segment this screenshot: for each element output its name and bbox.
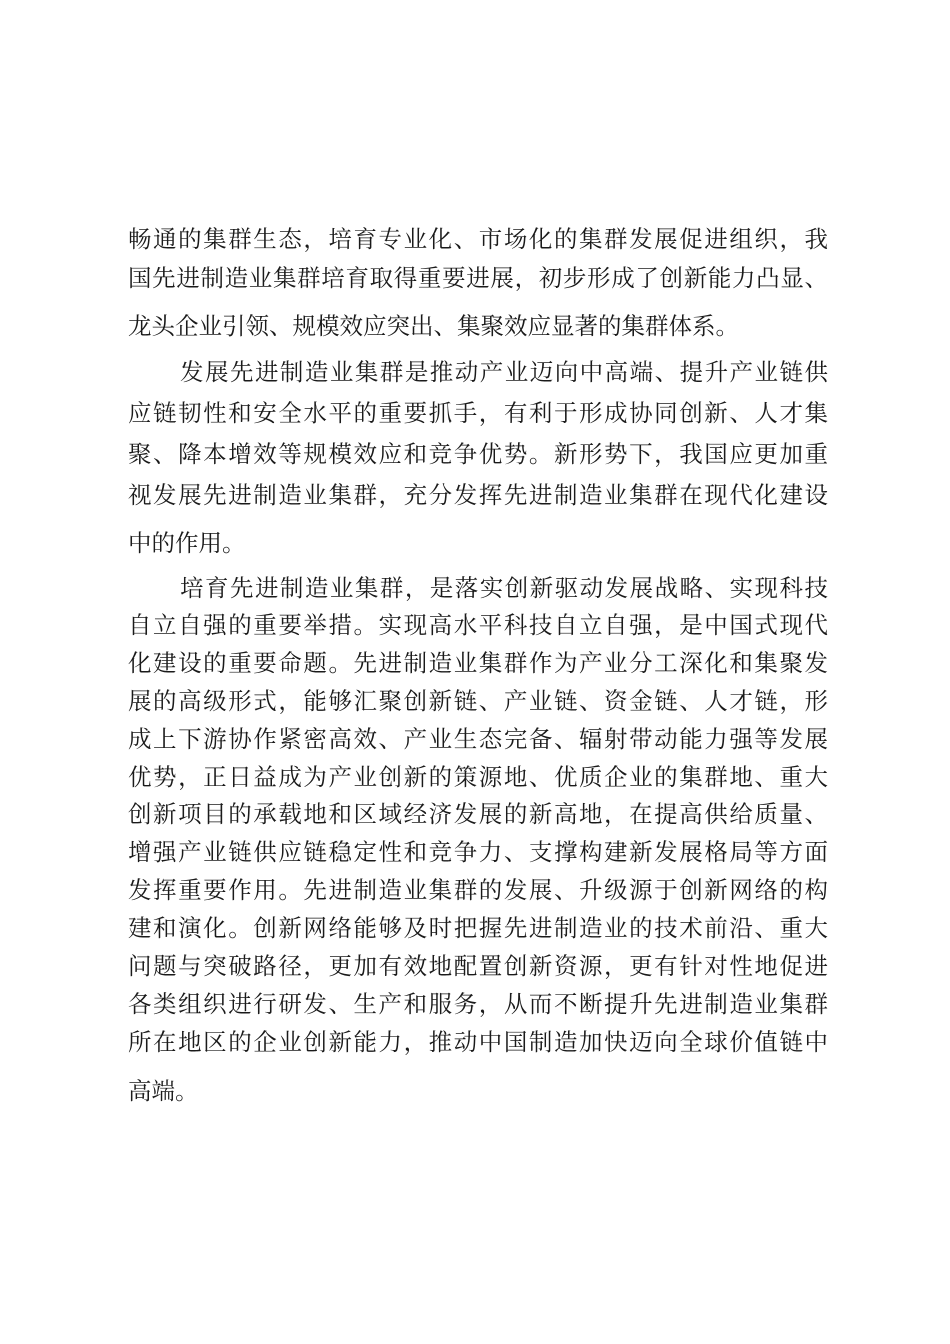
text-line: 创新项目的承载地和区域经济发展的新高地，在提高供给质量、 bbox=[128, 800, 828, 828]
text-line: 发展先进制造业集群是推动产业迈向中高端、提升产业链供 bbox=[180, 358, 828, 386]
text-line: 高端。 bbox=[128, 1077, 199, 1105]
text-line: 各类组织进行研发、生产和服务，从而不断提升先进制造业集群 bbox=[128, 990, 828, 1018]
text-line: 聚、降本增效等规模效应和竞争优势。新形势下，我国应更加重 bbox=[128, 440, 828, 468]
text-line: 应链韧性和安全水平的重要抓手，有利于形成协同创新、人才集 bbox=[128, 399, 828, 427]
text-line: 成上下游协作紧密高效、产业生态完备、辐射带动能力强等发展 bbox=[128, 725, 828, 753]
text-line: 化建设的重要命题。先进制造业集群作为产业分工深化和集聚发 bbox=[128, 649, 828, 677]
text-line: 自立自强的重要举措。实现高水平科技自立自强，是中国式现代 bbox=[128, 611, 828, 639]
text-line: 中的作用。 bbox=[128, 529, 246, 557]
text-line: 增强产业链供应链稳定性和竞争力、支撑构建新发展格局等方面 bbox=[128, 838, 828, 866]
text-line: 问题与突破路径，更加有效地配置创新资源，更有针对性地促进 bbox=[128, 952, 828, 980]
text-line: 国先进制造业集群培育取得重要进展，初步形成了创新能力凸显、 bbox=[128, 264, 828, 292]
text-line: 发挥重要作用。先进制造业集群的发展、升级源于创新网络的构 bbox=[128, 876, 828, 904]
text-line: 展的高级形式，能够汇聚创新链、产业链、资金链、人才链，形 bbox=[128, 687, 828, 715]
text-line: 所在地区的企业创新能力，推动中国制造加快迈向全球价值链中 bbox=[128, 1028, 828, 1056]
text-line: 视发展先进制造业集群，充分发挥先进制造业集群在现代化建设 bbox=[128, 481, 828, 509]
text-line: 优势，正日益成为产业创新的策源地、优质企业的集群地、重大 bbox=[128, 763, 828, 791]
text-line: 培育先进制造业集群，是落实创新驱动发展战略、实现科技 bbox=[180, 574, 828, 602]
text-line: 龙头企业引领、规模效应突出、集聚效应显著的集群体系。 bbox=[128, 312, 739, 340]
text-line: 建和演化。创新网络能够及时把握先进制造业的技术前沿、重大 bbox=[128, 914, 828, 942]
text-line: 畅通的集群生态，培育专业化、市场化的集群发展促进组织，我 bbox=[128, 225, 828, 253]
